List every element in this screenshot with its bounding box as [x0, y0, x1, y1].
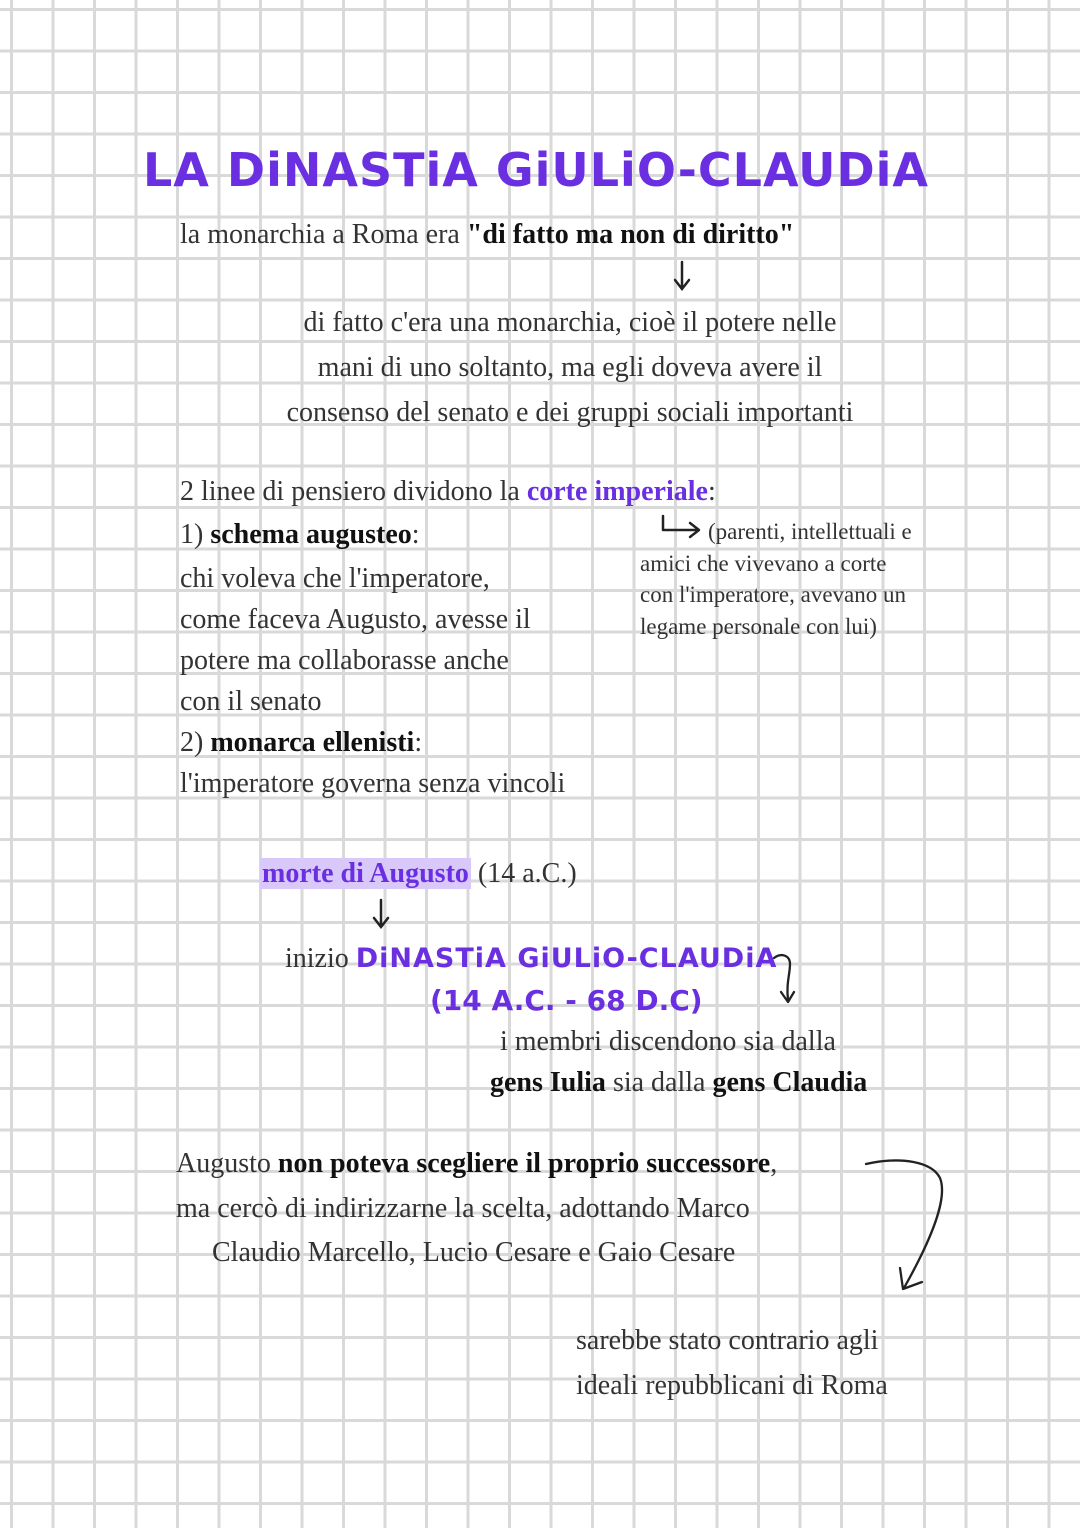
note-line: (parenti, intellettuali e — [708, 519, 912, 544]
court-intro — [180, 475, 716, 509]
item1-line: chi voleva che l'imperatore, — [180, 563, 490, 594]
item1-line: con il senato — [180, 686, 322, 717]
item1-heading — [180, 518, 420, 552]
death-line — [260, 857, 577, 891]
start-prefix: inizio — [285, 943, 356, 974]
item1-number: 1) — [180, 519, 211, 550]
members-line: i membri discendono sia dalla — [500, 1026, 836, 1057]
item2-text: l'imperatore governa senza vincoli — [180, 768, 566, 799]
dynasty-range: (14 A.C. - 68 D.C) — [430, 984, 703, 1017]
note-line: amici che vivevano a corte — [640, 550, 887, 576]
intro-explanation — [220, 300, 920, 435]
court-intro-prefix: 2 linee di pensiero dividono la — [180, 476, 527, 507]
consequence-line: sarebbe stato contrario agli — [576, 1325, 879, 1356]
succession-line1 — [176, 1147, 777, 1181]
item1-line: potere ma collaborasse anche — [180, 645, 509, 676]
explanation-line: mani di uno soltanto, ma egli doveva avere il — [317, 352, 823, 383]
succession-line3: Claudio Marcello, Lucio Cesare e Gaio Cesare — [212, 1237, 736, 1268]
intro-line — [180, 218, 794, 252]
court-intro-suffix: : — [707, 476, 716, 507]
court-note — [640, 516, 912, 642]
item1-label: schema augusteo — [210, 519, 412, 550]
item1-text — [180, 558, 531, 722]
court-highlight: corte imperiale — [526, 476, 708, 507]
item1-colon: : — [411, 519, 420, 550]
explanation-line: di fatto c'era una monarchia, cioè il potere nelle — [303, 307, 837, 338]
intro-prefix: la monarchia a Roma era — [180, 219, 467, 250]
gens-mid: sia dalla — [605, 1067, 713, 1098]
gens-line — [490, 1066, 867, 1100]
death-label: morte di Augusto — [262, 858, 469, 889]
succession-prefix: Augusto — [176, 1148, 278, 1179]
item2-number: 2) — [180, 727, 211, 758]
item2-colon: : — [414, 727, 423, 758]
curved-arrow-icon — [772, 950, 802, 1010]
explanation-line: consenso del senato e dei gruppi sociali importanti — [286, 397, 854, 428]
down-arrow-icon — [371, 898, 391, 932]
dynasty-start — [285, 942, 777, 976]
succession-bold: non poteva scegliere il proprio successore — [277, 1148, 771, 1179]
item2-label: monarca ellenisti — [210, 727, 415, 758]
curved-arrow-icon — [862, 1148, 952, 1298]
note-line: legame personale con lui) — [640, 613, 877, 639]
page-title: LA DiNASTiA GiULiO-CLAUDiA — [143, 143, 930, 197]
down-arrow-icon — [672, 260, 692, 294]
death-date: (14 a.C.) — [470, 858, 577, 889]
gens-claudia: gens Claudia — [712, 1067, 868, 1098]
consequence — [576, 1318, 888, 1408]
consequence-line: ideali repubblicani di Roma — [576, 1370, 888, 1401]
item1-line: come faceva Augusto, avesse il — [180, 604, 531, 635]
succession-line2: ma cercò di indirizzarne la scelta, adottando Marco — [176, 1193, 750, 1224]
note-line: con l'imperatore, avevano un — [640, 582, 906, 607]
intro-bold: "di fatto ma non di diritto" — [466, 219, 795, 250]
gens-iulia: gens Iulia — [490, 1067, 606, 1098]
item2-heading — [180, 726, 422, 760]
dynasty-title: DiNASTiA GiULiO-CLAUDiA — [355, 943, 778, 974]
succession-comma: , — [770, 1148, 778, 1179]
